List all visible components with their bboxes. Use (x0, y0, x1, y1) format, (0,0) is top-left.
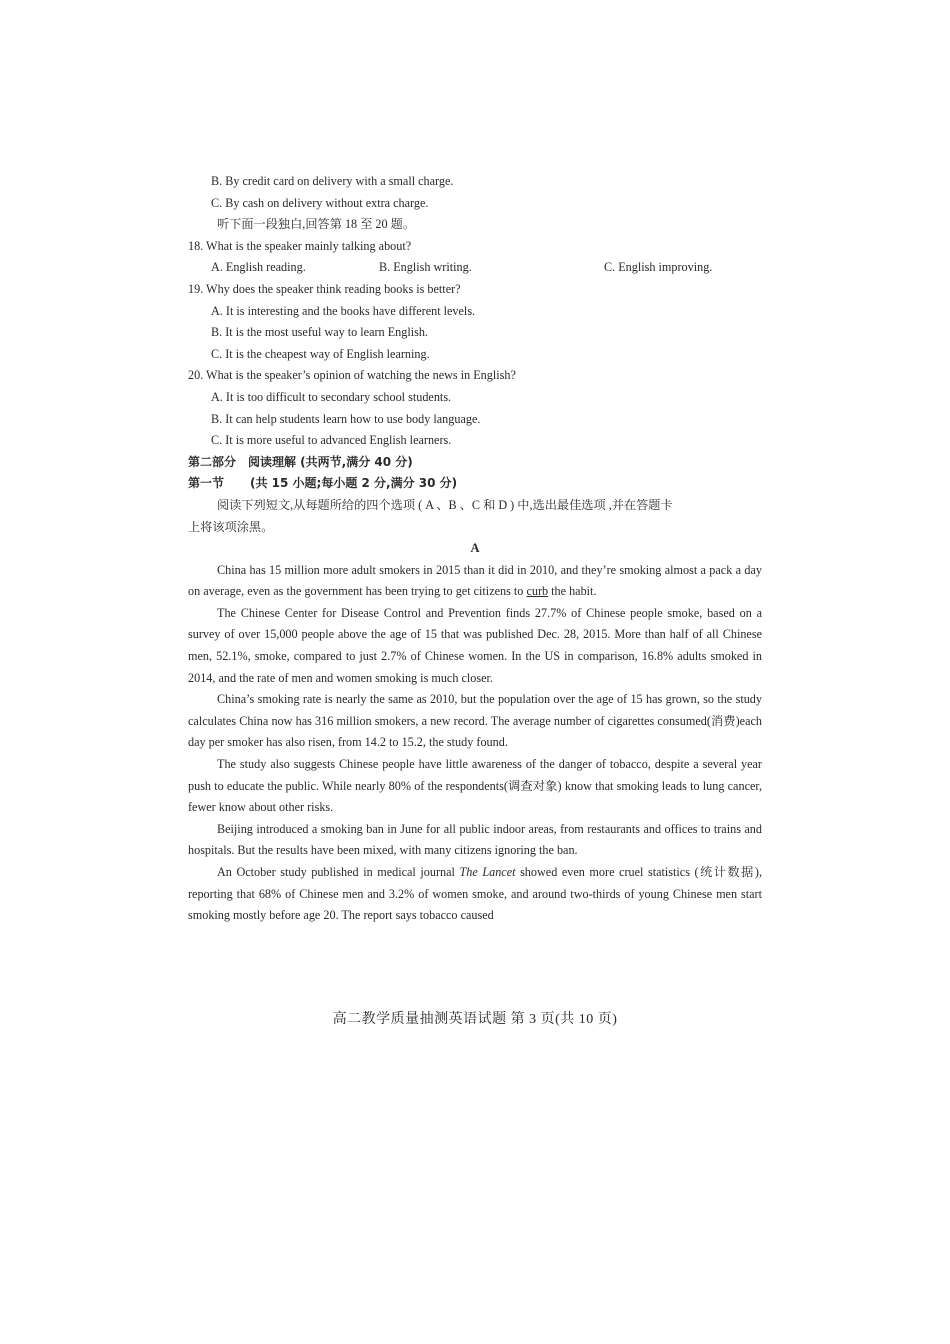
passage-paragraph-1 (188, 560, 762, 603)
q18-option-a: A. English reading. (211, 260, 306, 275)
reading-instruction-line1: 阅读下列短文,从每题所给的四个选项 ( A 、B 、C 和 D ) 中,选出最佳选项 ,并在答题卡 (217, 497, 673, 512)
q17-option-c: C. By cash on delivery without extra charge. (211, 195, 429, 210)
p6-text-after: showed even more cruel statistics (统计数据), reporting that 68% of Chinese men and 3.2% of women smoke, and around two-thirds of young Chinese men start smoking mostly before age 20. The report says tobacco caused (188, 865, 762, 923)
passage-paragraph-5: Beijing introduced a smoking ban in June for all public indoor areas, from restaurants and offices to trains and hospitals. But the results have been mixed, with many citizens ignoring the ban. (188, 821, 762, 858)
part2-heading: 第二部分 阅读理解 (共两节,满分 40 分) (188, 454, 413, 469)
section1-desc: (共 15 小题;每小题 2 分,满分 30 分) (250, 476, 458, 491)
p6-text-before: An October study published in medical journal (217, 865, 460, 879)
passage-paragraph-4: The study also suggests Chinese people have little awareness of the danger of tobacco, despite a several year push to educate the public. While nearly 80% of the respondents(调查对象) know that smoking leads to lung cancer, fewer know about other risks. (188, 757, 762, 815)
reading-instruction-line2: 上将该项涂黑。 (188, 519, 274, 534)
q18-options (188, 257, 762, 279)
page-content (188, 171, 762, 927)
q17-option-b: B. By credit card on delivery with a small charge. (211, 174, 454, 188)
p1-text-before: China has 15 million more adult smokers in 2015 than it did in 2010, and they’re smoking almost a pack a day on average, even as the government has been trying to get citizens to (188, 562, 762, 599)
passage-paragraph-3: China’s smoking rate is nearly the same as 2010, but the population over the age of 15 has grown, so the study calculates China now has 316 million smokers, a new record. The average number of cigarettes consumed(消费)each day per smoker has also risen, from 14.2 to 15.2, the study found. (188, 692, 762, 750)
q19-stem: 19. Why does the speaker think reading books is better? (188, 281, 461, 296)
q19-option-a: A. It is interesting and the books have different levels. (211, 303, 476, 318)
passage-title: A (470, 541, 480, 556)
q19-option-c: C. It is the cheapest way of English learning. (211, 346, 430, 361)
q18-option-c: C. English improving. (604, 260, 713, 275)
q18-option-b: B. English writing. (379, 260, 472, 275)
p1-text-after: the habit. (548, 584, 597, 599)
q20-option-b: B. It can help students learn how to use body language. (211, 411, 481, 426)
page-footer: 高二教学质量抽测英语试题 第 3 页(共 10 页) (332, 1012, 618, 1027)
journal-name: The Lancet (459, 865, 516, 879)
q20-option-c: C. It is more useful to advanced English learners. (211, 433, 452, 448)
passage-paragraph-6 (188, 862, 762, 927)
q20-stem: 20. What is the speaker’s opinion of watching the news in English? (188, 368, 516, 383)
vocab-underlined-word: curb (526, 584, 549, 599)
q19-option-b: B. It is the most useful way to learn English. (211, 325, 428, 340)
passage-paragraph-2: The Chinese Center for Disease Control and Prevention finds 27.7% of Chinese people smoke, based on a survey of over 15,000 people above the age of 15 that was published Dec. 28, 2015. More than half of all Chinese men, 52.1%, smoke, compared to just 2.7% of Chinese women. In the US in comparison, 16.8% adults smoked in 2014, and the rate of men and women smoking is much closer. (188, 605, 762, 685)
q20-option-a: A. It is too difficult to secondary school students. (211, 389, 452, 404)
section1-label: 第一节 (188, 476, 225, 491)
section1-heading (188, 473, 762, 495)
instruction-18-20: 听下面一段独白,回答第 18 至 20 题。 (217, 217, 416, 232)
q18-stem: 18. What is the speaker mainly talking about? (188, 238, 412, 253)
